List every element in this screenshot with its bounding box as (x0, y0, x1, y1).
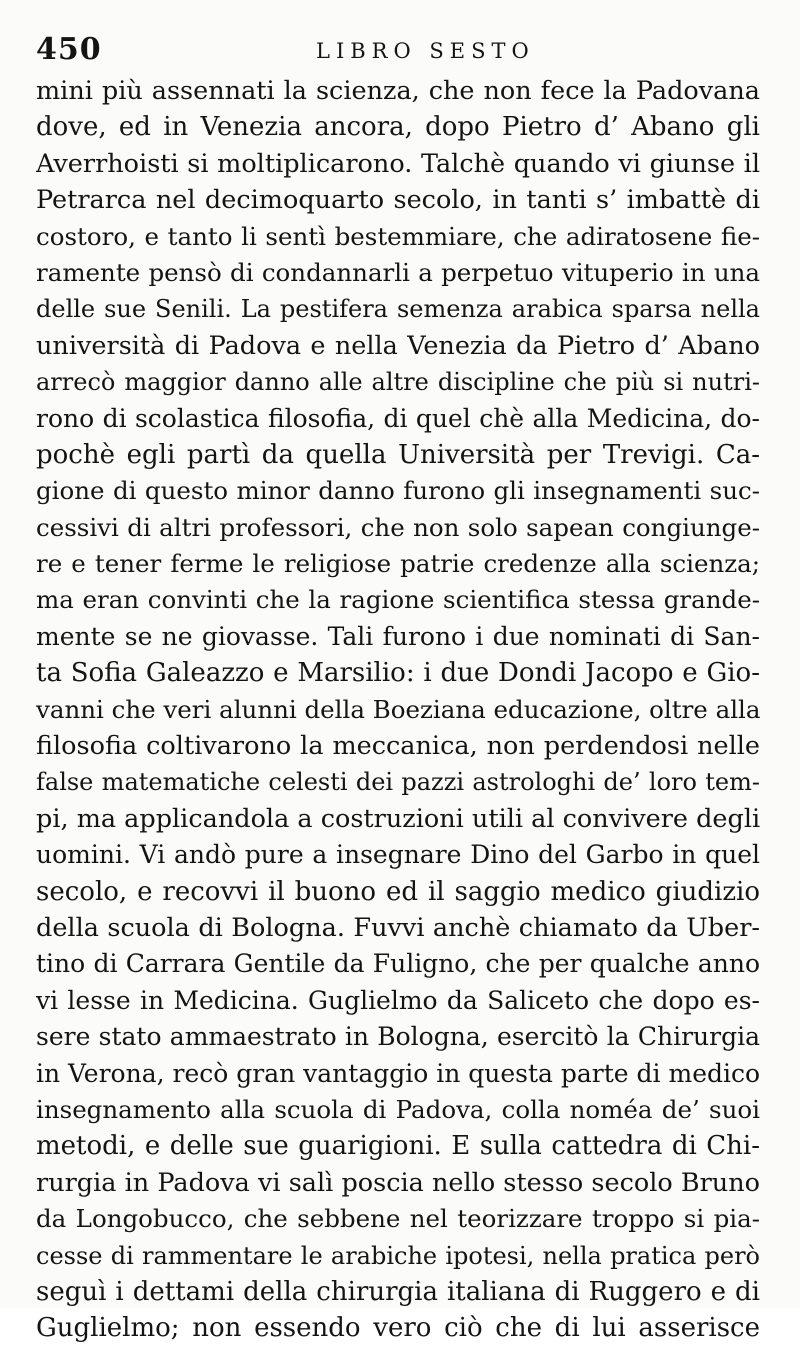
text-line: ta Sofia Galeazzo e Marsilio: i due Dondi Jacopo e Gio- (36, 658, 760, 689)
text-line: delle sue Senili. La pestifera semenza arabica sparsa nella (36, 295, 760, 324)
text-line: ramente pensò di condannarli a perpetuo vituperio in una (36, 257, 760, 287)
text-line: metodi, e delle sue guarigioni. E sulla cattedra di Chi- (36, 1131, 760, 1162)
text-line: filosofia coltivarono la meccanica, non perdendosi nelle (36, 731, 760, 762)
text-line: pi, ma applicandola a costruzioni utili al convivere degli (36, 803, 760, 834)
text-line: mente se ne giovasse. Tali furono i due nominati di San- (36, 621, 760, 651)
text-line: da Longobucco, che sebbene nel teorizzare troppo si pia- (36, 1204, 760, 1234)
body-text (36, 73, 760, 1347)
text-line: dove, ed in Venezia ancora, dopo Pietro d’ Abano gli (36, 112, 760, 143)
running-head (36, 30, 760, 70)
text-line: pochè egli partì da quella Università per Trevigi. Ca- (36, 439, 760, 470)
text-line: cesse di rammentare le arabiche ipotesi, nella pratica però (36, 1241, 760, 1270)
text-line: costoro, e tanto li sentì bestemmiare, che adiratosene fie- (36, 221, 760, 251)
text-line: della scuola di Bologna. Fuvvi anchè chiamato da Uber- (36, 912, 760, 943)
text-line: in Verona, recò gran vantaggio in questa parte di medico (36, 1058, 760, 1088)
text-line: arrecò maggior danno alle altre discipline che più si nutri- (36, 368, 760, 397)
text-line: mini più assennati la scienza, che non fece la Padovana (36, 76, 760, 106)
text-line: cessivi di altri professori, che non solo sapean congiunge- (36, 512, 760, 542)
text-line: seguì i dettami della chirurgia italiana di Ruggero e di (36, 1276, 760, 1307)
text-line: Petrarca nel decimoquarto secolo, in tanti s’ imbattè di (36, 185, 760, 216)
text-line: ma eran convinti che la ragione scientifica stessa grande- (36, 585, 760, 615)
text-line: rono di scolastica filosofia, di quel chè alla Medicina, do- (36, 403, 760, 433)
text-line: università di Padova e nella Venezia da Pietro d’ Abano (36, 330, 760, 361)
text-line: rurgia in Padova vi salì poscia nello stesso secolo Bruno (36, 1167, 760, 1198)
text-line: insegnamento alla scuola di Padova, colla noméa de’ suoi (36, 1094, 760, 1124)
page-number: 450 (36, 32, 102, 67)
text-line: false matematiche celesti dei pazzi astrologhi de’ loro tem- (36, 768, 760, 797)
text-line: Guglielmo; non essendo vero ciò che di lui asserisce (36, 1313, 760, 1344)
text-line: vi lesse in Medicina. Guglielmo da Saliceto che dopo es- (36, 985, 760, 1015)
text-line: uomini. Vi andò pure a insegnare Dino del Garbo in quel (36, 840, 760, 870)
text-line: secolo, e recovvi il buono ed il saggio medico giudizio (36, 876, 760, 907)
text-line: gione di questo minor danno furono gli insegnamenti suc- (36, 476, 760, 506)
text-line: tino di Carrara Gentile da Fuligno, che per qualche anno (36, 949, 760, 979)
text-line: Averrhoisti si moltiplicarono. Talchè quando vi giunse il (36, 148, 760, 179)
text-line: sere stato ammaestrato in Bologna, esercitò la Chirurgia (36, 1022, 760, 1052)
text-line: vanni che veri alunni della Boeziana educazione, oltre alla (36, 694, 760, 724)
section-title: LIBRO SESTO (316, 39, 535, 63)
text-line: re e tener ferme le religiose patrie credenze alla scienza; (36, 549, 760, 579)
